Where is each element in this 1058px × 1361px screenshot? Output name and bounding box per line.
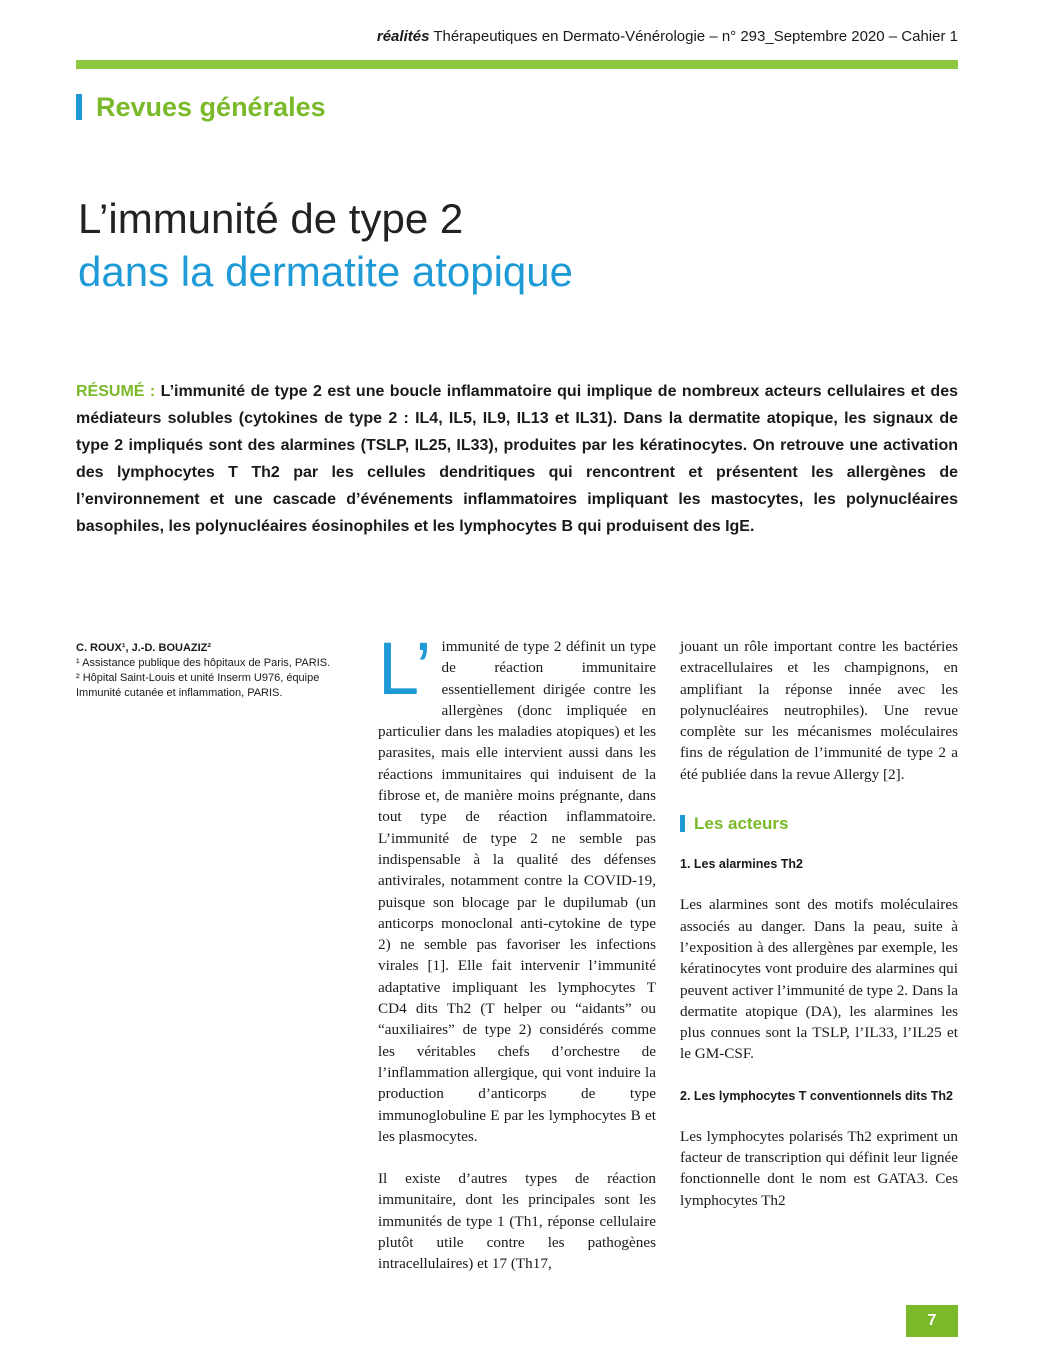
- journal-issue: Thérapeutiques en Dermato-Vénérologie – n° 293_Septembre 2020 – Cahier 1: [429, 28, 958, 45]
- paragraph-4: Les alarmines sont des motifs moléculaires associés au danger. Dans la peau, suite à l’exposition à des allergènes par exemple, les kératinocytes vont produire des alarmines qui peuvent activer l’immunité de type 2. Dans la dermatite atopique (DA), les alarmines les plus connues sont la TSLP, l’IL33, l’IL25 et le GM-CSF.: [680, 896, 958, 1063]
- subheading-text: Les acteurs: [694, 814, 789, 834]
- header-rule: [76, 60, 958, 69]
- body-column-2: [378, 627, 656, 1296]
- paragraph-2: Il existe d’autres types de réaction immunitaire, dont les principales sont les immunités de type 1 (Th1, réponse cellulaire plutôt utile contre les pathogènes intracellulaires) et 17 (Th17,: [378, 1170, 656, 1273]
- abstract-label: RÉSUMÉ :: [76, 383, 156, 400]
- article-title-line2: dans la dermatite atopique: [78, 248, 573, 295]
- body-column-3: [680, 636, 958, 1232]
- article-title-line1: L’immunité de type 2: [78, 195, 464, 242]
- abstract: [76, 378, 958, 540]
- page-number: 7: [906, 1305, 958, 1337]
- journal-header: [377, 28, 958, 45]
- subsection-1-title: 1. Les alarmines Th2: [680, 857, 803, 872]
- drop-cap: L’: [378, 627, 432, 710]
- journal-brand: réalités: [376, 28, 430, 45]
- affiliation-1: ¹ Assistance publique des hôpitaux de Paris, PARIS.: [76, 657, 331, 669]
- authors-block: [76, 641, 366, 701]
- paragraph-intro: [378, 627, 656, 1147]
- subsection-2-title: 2. Les lymphocytes T conventionnels dits Th2: [680, 1088, 953, 1103]
- subheading-acteurs: [680, 813, 958, 834]
- author-names: C. ROUX¹, J.-D. BOUAZIZ²: [76, 642, 212, 654]
- section-marker: [76, 94, 82, 120]
- subheading-marker: [680, 815, 685, 832]
- section-tag: [76, 92, 326, 122]
- affiliation-2: ² Hôpital Saint-Louis et unité Inserm U976, équipe Immunité cutanée et inflammation, PARIS.: [76, 672, 320, 699]
- section-label: Revues générales: [96, 91, 326, 122]
- paragraph-3: jouant un rôle important contre les bactéries extracellulaires et les champignons, en amplifiant la réponse innée avec les polynucléaires neutrophiles). Une revue complète sur les mécanismes moléculaires fins de régulation de l’immunité de type 2 a été publiée dans la revue Allergy [2].: [680, 638, 958, 783]
- abstract-text: L’immunité de type 2 est une boucle inflammatoire qui implique de nombreux acteurs cellulaires et des médiateurs solubles (cytokines de type 2 : IL4, IL5, IL9, IL13 et IL31). Dans la dermatite atopique, les signaux de type 2 impliqués sont des alarmines (TSLP, IL25, IL33), produites par les kératinocytes. On retrouve une activation des lymphocytes T Th2 par les cellules dendritiques qui rencontrent et présentent les allergènes de l’environnement et une cascade d’événements inflammatoires impliquant les mastocytes, les polynucléaires basophiles, les polynucléaires éosinophiles et les lymphocytes B qui produisent des IgE.: [76, 383, 959, 535]
- paragraph-5: Les lymphocytes polarisés Th2 expriment un facteur de transcription qui définit leur lignée fonctionnelle dont le nom est GATA3. Ces lymphocytes Th2: [680, 1127, 958, 1209]
- paragraph-intro-text: immunité de type 2 définit un type de réaction immunitaire essentiellement dirigée contre les allergènes (donc impliquée en particulier dans les maladies atopiques) et les parasites, mais elle intervient aussi dans les réactions immunitaires qui induisent de la fibrose et, de manière moins prégnante, dans tout type de réaction inflammatoire. L’immunité de type 2 ne semble pas indispensable à la qualité des défenses antivirales, notamment contre la COVID-19, puisque son blocage par le dupilumab (un anticorps monoclonal anti-cytokine de type 2) ne semble pas favoriser les infections virales [1]. Elle fait intervenir l’immunité adaptative impliquant les lymphocytes T CD4 dits Th2 (T helper ou “aidants” ou “auxiliaires” de type 2) considérés comme les véritables chefs d’orchestre de l’inflammation allergique, qui vont induire la production d’anticorps de type immunoglobuline E par les lymphocytes B et les plasmocytes.: [378, 638, 656, 1145]
